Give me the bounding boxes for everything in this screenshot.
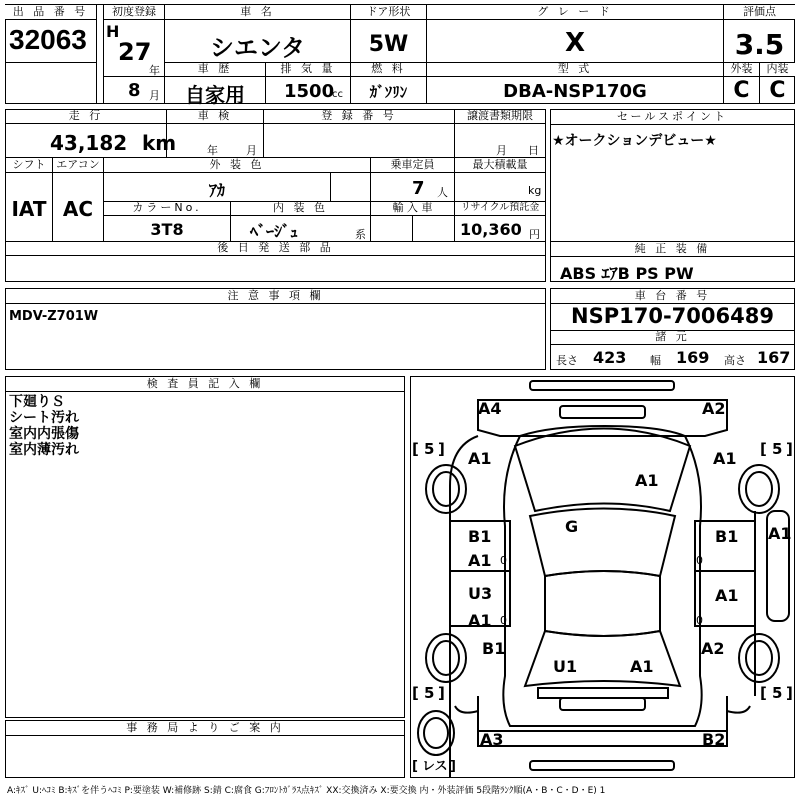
recycle-fee: 10,360 (460, 220, 522, 239)
mark-door-fl-bottom: A1 (468, 551, 492, 570)
legend: A:ｷｽﾞ U:ﾍｺﾐ B:ｷｽﾞを伴うﾍｺﾐ P:要塗装 W:補修跡 S:錆 C:腐食 G:ﾌﾛﾝﾄｶﾞﾗｽ点ｷｽﾞ XX:交換済み X:要交換 内・外装評価 5段階ﾗﾝｸ順(A・B・C・D・E) 1 (7, 786, 606, 796)
grade-label: グ レ ー ド (427, 5, 723, 20)
capacity-label: 乗車定員 (371, 158, 454, 173)
month-unit: 月 (149, 89, 160, 102)
history-label: 車 歴 (165, 63, 265, 77)
score: 3.5 (734, 28, 785, 61)
transfer-month-unit: 月 (496, 144, 507, 157)
displacement: 1500 (284, 81, 335, 102)
mark-zero-lf: 0 (500, 554, 507, 567)
lot-no: 32063 (9, 24, 87, 55)
inspection-label: 車 検 (167, 110, 263, 124)
color-no: 3T8 (150, 220, 184, 239)
chassis-label: 車 台 番 号 (551, 289, 794, 304)
ac: AC (62, 197, 94, 221)
mark-zero-rf: 0 (696, 554, 703, 567)
inspector-label: 検 査 員 記 入 欄 (6, 377, 404, 392)
svg-text:]: ] (786, 684, 793, 702)
width-label: 幅 (650, 354, 661, 367)
exterior-label: 外装 (724, 63, 759, 77)
door-type: 5W (368, 32, 409, 57)
exterior-grade: C (733, 78, 750, 103)
mark-front-right: A2 (702, 399, 726, 418)
ac-label: エアコン (53, 158, 103, 173)
mark-door-fr: B1 (715, 527, 739, 546)
inspector-line-1: 下廻りＳ (9, 394, 65, 410)
mark-door-rl-top: U3 (468, 584, 493, 603)
interior-grade: C (769, 78, 786, 103)
width-value: 169 (676, 348, 710, 367)
first-reg-label: 初度登録 (104, 5, 164, 20)
dims-label: 諸 元 (551, 331, 794, 345)
max-load-unit: kg (528, 184, 542, 197)
office-label: 事 務 局 よ り ご 案 内 (6, 721, 404, 736)
era: H (106, 22, 120, 41)
svg-text:]: ] (438, 684, 445, 702)
transfer-label: 譲渡書類期限 (455, 110, 545, 124)
genuine-equipment: ABS ｴｱB PS PW (560, 264, 694, 283)
height-value: 167 (757, 348, 791, 367)
history: 自家用 (185, 83, 245, 107)
capacity-unit: 人 (437, 186, 448, 199)
mark-fender-left: A1 (468, 449, 492, 468)
tire-fr: 5 (772, 440, 783, 458)
ext-color-label: 外 装 色 (104, 158, 370, 173)
tire-fl: 5 (424, 440, 435, 458)
inspector-line-4: 室内薄汚れ (9, 442, 79, 458)
height-label: 高さ (724, 354, 746, 367)
int-color-label: 内 装 色 (231, 202, 370, 216)
door-label: ドア形状 (351, 5, 426, 20)
tire-rl: 5 (424, 684, 435, 702)
shift-label: シフト (6, 158, 52, 173)
model: DBA-NSP170G (503, 81, 647, 102)
mark-rear-left: A3 (480, 730, 504, 749)
mark-front-left: A4 (478, 399, 502, 418)
inspector-line-3: 室内内張傷 (9, 426, 79, 442)
chassis-number: NSP170-7006489 (571, 304, 774, 328)
capacity: 7 (412, 178, 425, 199)
svg-text:[: [ (412, 759, 418, 774)
mark-quarter-right: A2 (701, 639, 725, 658)
mark-fender-right: A1 (713, 449, 737, 468)
int-color-unit: 系 (355, 228, 366, 241)
inspection-year-unit: 年 (207, 144, 218, 157)
inspector-line-2: シート汚れ (9, 410, 79, 426)
displacement-label: 排 気 量 (266, 63, 350, 77)
interior-label: 内装 (760, 63, 795, 77)
mark-door-rr: A1 (715, 586, 739, 605)
mark-roof-right: A1 (768, 524, 792, 543)
shift: IAT (11, 197, 47, 221)
svg-text:[: [ (760, 684, 767, 702)
int-color: ﾍﾞｰｼﾞｭ (250, 222, 299, 241)
length-label: 長さ (556, 354, 578, 367)
mark-hood: A1 (635, 471, 659, 490)
model-label: 型 式 (427, 63, 723, 77)
inspection-month-unit: 月 (246, 144, 257, 157)
recycle-unit: 円 (529, 228, 540, 241)
sales-point: ★オークションデビュー★ (552, 133, 717, 149)
svg-text:[: [ (760, 440, 767, 458)
mark-zero-rr: 0 (696, 614, 703, 627)
car-name-label: 車 名 (165, 5, 350, 20)
svg-text:]: ] (786, 440, 793, 458)
sales-point-label: セールスポイント (551, 110, 794, 125)
mileage-label: 走 行 (6, 110, 166, 124)
svg-text:[: [ (412, 440, 419, 458)
transfer-day-unit: 日 (528, 144, 539, 157)
reg-no-label: 登 録 番 号 (264, 110, 454, 124)
caution-label: 注 意 事 項 欄 (6, 289, 545, 304)
svg-text:]: ] (450, 759, 456, 774)
ext-color: ｱｶ (208, 181, 225, 200)
mark-roof-left: U1 (553, 657, 578, 676)
import-label: 輸 入 車 (371, 202, 454, 216)
mark-glass: G (565, 517, 579, 536)
fuel: ｶﾞｿﾘﾝ (369, 83, 408, 101)
mark-zero-lr: 0 (500, 614, 507, 627)
mark-door-fl-top: B1 (468, 527, 492, 546)
svg-text:]: ] (438, 440, 445, 458)
car-diagram (410, 376, 795, 778)
svg-text:[: [ (412, 684, 419, 702)
lot-no-label: 出 品 番 号 (5, 5, 96, 20)
mileage: 43,182 (50, 131, 128, 155)
fuel-label: 燃 料 (351, 63, 426, 77)
genuine-label: 純 正 装 備 (551, 242, 794, 257)
tire-rr: 5 (772, 684, 783, 702)
later-parts-label: 後 日 発 送 部 品 (6, 242, 545, 256)
reg-year: 27 (118, 38, 152, 66)
max-load-label: 最大積載量 (455, 158, 545, 173)
recycle-label: リサイクル預託金 (455, 202, 545, 216)
spare-tire: レス (422, 759, 448, 774)
length-value: 423 (593, 348, 627, 367)
mark-quarter-left: B1 (482, 639, 506, 658)
grade: X (564, 28, 586, 58)
color-no-label: カラーNo. (104, 202, 230, 216)
mileage-unit: km (142, 131, 177, 155)
reg-month: 8 (128, 80, 141, 101)
mark-rear-right: B2 (702, 730, 726, 749)
mark-door-rl-bottom: A1 (468, 611, 492, 630)
car-name: シエンタ (209, 34, 306, 62)
displacement-unit: cc (332, 89, 343, 100)
caution-text: MDV-Z701W (9, 309, 99, 324)
mark-roof-mid: A1 (630, 657, 654, 676)
score-label: 評価点 (724, 5, 795, 20)
year-unit: 年 (149, 64, 160, 77)
